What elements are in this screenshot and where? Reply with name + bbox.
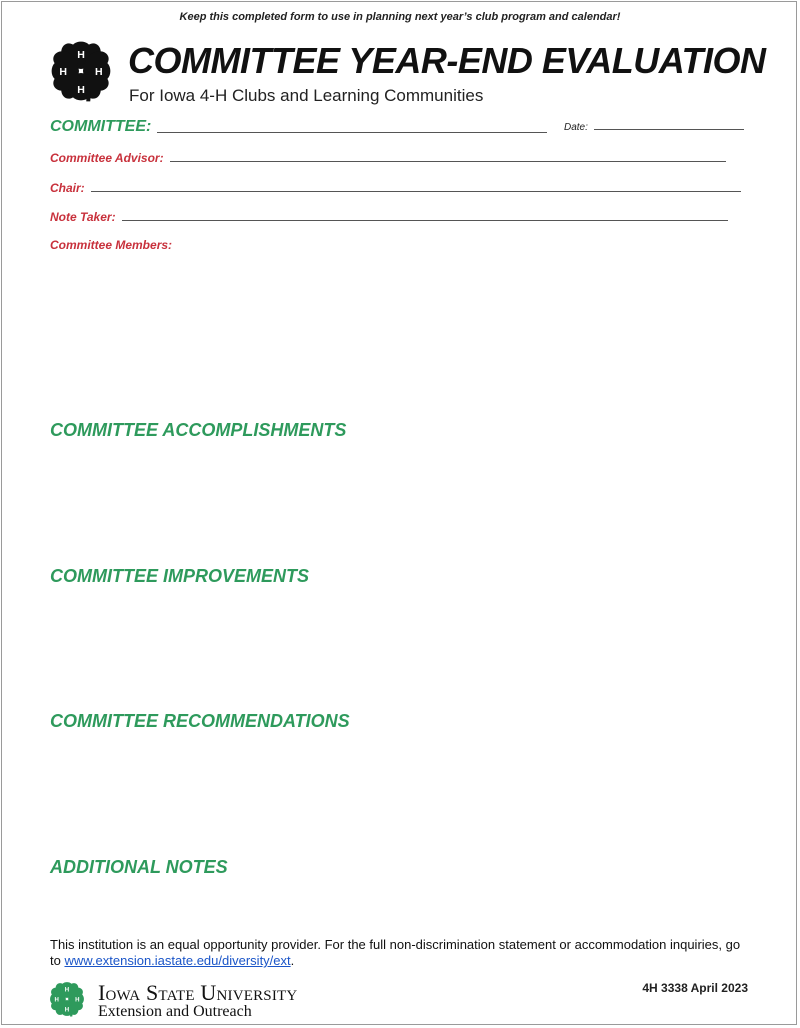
chair-input-line[interactable] xyxy=(91,190,741,192)
svg-text:H: H xyxy=(64,1006,70,1014)
document-code: 4H 3338 April 2023 xyxy=(642,981,748,995)
date-input-line[interactable] xyxy=(594,128,744,130)
svg-text:H: H xyxy=(64,986,70,994)
university-name: Iowa State University xyxy=(98,980,298,1005)
top-note: Keep this completed form to use in planning next year’s club program and calendar! xyxy=(179,11,621,23)
members-label: Committee Members: xyxy=(50,238,173,252)
note-taker-label: Note Taker: xyxy=(50,210,116,224)
advisor-field xyxy=(50,151,726,165)
section-recommendations: COMMITTEE RECOMMENDATIONS xyxy=(50,711,350,731)
members-field xyxy=(50,238,172,252)
university-unit: Extension and Outreach xyxy=(98,1003,252,1020)
section-improvements: COMMITTEE IMPROVEMENTS xyxy=(50,566,310,586)
svg-text:H: H xyxy=(77,83,85,96)
svg-text:H: H xyxy=(77,48,85,61)
diversity-link[interactable]: www.extension.iastate.edu/diversity/ext xyxy=(64,953,291,968)
note-taker-field xyxy=(50,210,728,224)
svg-text:H: H xyxy=(95,65,103,78)
footer-statement xyxy=(50,937,750,969)
committee-input-line[interactable] xyxy=(157,131,547,133)
date-field xyxy=(564,122,744,133)
chair-field xyxy=(50,181,741,195)
svg-text:H: H xyxy=(54,996,59,1004)
chair-label: Chair: xyxy=(50,181,85,195)
date-label: Date: xyxy=(564,122,588,133)
clover-icon xyxy=(48,980,86,1018)
page-title: COMMITTEE YEAR-END EVALUATION xyxy=(128,40,766,81)
section-accomplishments: COMMITTEE ACCOMPLISHMENTS xyxy=(50,420,347,440)
4h-clover-icon xyxy=(48,38,114,104)
footer-statement-text: This institution is an equal opportunity provider. For the full non-discrimination statement or accommodation inquiries, go to xyxy=(50,937,741,968)
committee-field xyxy=(50,118,547,136)
svg-text:H: H xyxy=(75,996,80,1004)
committee-label: COMMITTEE: xyxy=(50,118,152,135)
page-subtitle: For Iowa 4-H Clubs and Learning Communities xyxy=(129,86,484,105)
advisor-input-line[interactable] xyxy=(170,160,726,162)
footer-period: . xyxy=(290,953,295,968)
section-additional-notes: ADDITIONAL NOTES xyxy=(50,857,228,877)
svg-text:H: H xyxy=(59,65,67,78)
note-taker-input-line[interactable] xyxy=(122,219,728,221)
advisor-label: Committee Advisor: xyxy=(50,151,164,165)
